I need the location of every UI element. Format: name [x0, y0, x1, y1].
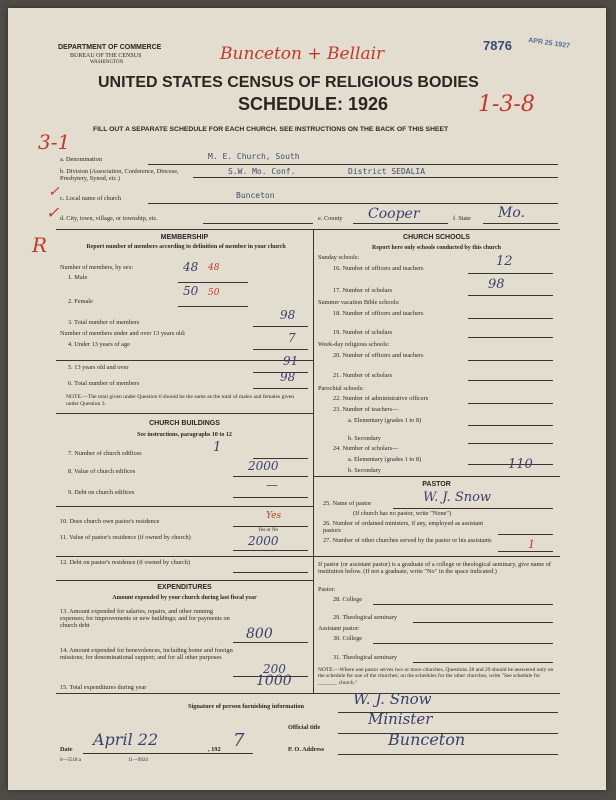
- q5-value: 91: [283, 354, 299, 368]
- q20-label: 20. Number of officers and teachers: [333, 352, 424, 359]
- q7-value: 1: [213, 440, 222, 455]
- asst-label: Assistant pastor:: [318, 625, 360, 632]
- q11-value: 2000: [248, 534, 279, 548]
- age-intro: Number of members under and over 13 years old:: [60, 330, 186, 337]
- q21-label: 21. Number of scholars: [333, 372, 393, 379]
- buildings-title: CHURCH BUILDINGS: [149, 420, 220, 427]
- schools-title: CHURCH SCHOOLS: [403, 234, 470, 241]
- code-mark: 1-3-8: [478, 92, 535, 117]
- instruction-line: FILL OUT A SEPARATE SCHEDULE FOR EACH CHURCH. SEE INSTRUCTIONS ON THE BACK OF THIS SHEET: [93, 126, 449, 133]
- address-label: P. O. Address: [288, 746, 325, 753]
- q30-label: 30. College: [333, 635, 363, 642]
- membership-note: NOTE.—The total given under Question 6 should be the same as the total of males and females given under Question 3.: [66, 394, 295, 407]
- q8-label: 8. Value of church edifices: [68, 468, 136, 475]
- date-value: April 22: [93, 730, 159, 749]
- q23b-label: b. Secondary: [348, 435, 381, 442]
- sunday-label: Sunday schools:: [318, 254, 360, 261]
- pastor-note: NOTE.—Where one pastor serves two or more churches, Questions 28 and 29 should be answered only on the schedule for one of the churches; on the schedules for the other churches, write "See schedule for _______ church.": [318, 667, 554, 686]
- q11-label: 11. Value of pastor's residence (if owned by church): [60, 534, 191, 541]
- q1-check: 48: [208, 263, 220, 273]
- q2-check: 50: [208, 288, 220, 298]
- division-label: b. Division (Association, Conference, Diocese, Presbytery, Synod, etc.): [60, 168, 179, 182]
- division-value: S.W. Mo. Conf.: [228, 167, 296, 176]
- q25-hint: (If church has no pastor, write "None"): [353, 510, 452, 517]
- q22-label: 22. Number of administrative officers: [333, 395, 429, 402]
- expenditures-title: EXPENDITURES: [157, 584, 212, 591]
- q12-label: 12. Debt on pastor's residence (if owned by church): [60, 559, 191, 566]
- q8-value: 2000: [248, 459, 279, 473]
- grad-note: If pastor (or assistant pastor) is a graduate of a college or theological seminary, give name of institution below. (If not a graduate, write "No" in the space indicated.): [318, 561, 552, 575]
- bureau-label: BUREAU OF THE CENSUS: [70, 53, 142, 59]
- signature-label: Signature of person furnishing information: [188, 703, 305, 710]
- q14-label: 14. Amount expended for benevolences, including home and foreign missions; for denominational support; and for all other purposes: [60, 647, 233, 661]
- membership-title: MEMBERSHIP: [160, 234, 209, 241]
- check-mark-r: R: [32, 233, 48, 257]
- official-title-label: Official title: [288, 724, 321, 731]
- q28-label: 28. College: [333, 596, 363, 603]
- check-mark-d: ✓: [46, 203, 60, 222]
- q25-value: W. J. Snow: [423, 490, 492, 505]
- q4-label: 4. Under 13 years of age: [68, 341, 130, 348]
- denomination-label: a. Denomination: [60, 156, 102, 163]
- q10-hint: Yes or No: [258, 528, 279, 533]
- q26-label: 26. Number of ordained ministers, if any, employed as assistant pastors: [323, 520, 484, 534]
- signature-value: W. J. Snow: [353, 690, 432, 708]
- q19-label: 19. Number of scholars: [333, 329, 393, 336]
- q3-label: 3. Total number of members: [68, 319, 140, 326]
- q25-label: 25. Name of pastor: [323, 500, 372, 507]
- q3-value: 98: [280, 308, 296, 322]
- stamp-date: APR 25 1927: [527, 37, 571, 50]
- q27-label: 27. Number of other churches served by the pastor or his assistants: [323, 537, 492, 544]
- q1-label: 1. Male: [68, 274, 88, 281]
- year-prefix: , 192: [208, 746, 221, 753]
- local-name-value: Bunceton: [236, 191, 275, 200]
- q10-value: Yes: [266, 511, 282, 521]
- pastor-label: Pastor:: [318, 586, 336, 593]
- q14-value: 200: [263, 662, 286, 676]
- check-mark-c: ✓: [48, 184, 60, 200]
- official-title-value: Minister: [368, 710, 433, 728]
- district-value: District SEDALIA: [348, 167, 426, 176]
- year-value: 7: [233, 730, 245, 751]
- q13-value: 800: [246, 626, 273, 642]
- schools-intro: Report here only schools conducted by this church: [372, 245, 501, 251]
- parochial-label: Parochial schools:: [318, 385, 364, 392]
- expenditures-intro: Amount expended by your church during last fiscal year: [112, 595, 257, 601]
- county-value: Cooper: [368, 206, 420, 222]
- q5-label: 5. 13 years old and over: [68, 364, 129, 371]
- q13-label: 13. Amount expended for salaries, repairs, and other running expenses; for improvements or new buildings; and for payments on church debt: [60, 608, 230, 629]
- stamp-number: 7876: [483, 38, 512, 53]
- q18-label: 18. Number of officers and teachers: [333, 310, 424, 317]
- q24-label: 24. Number of scholars—: [333, 445, 399, 452]
- q9-value: —: [266, 478, 278, 492]
- denomination-value: M. E. Church, South: [208, 152, 300, 161]
- q1-value: 48: [183, 260, 199, 274]
- q17-value: 98: [488, 277, 505, 292]
- q31-label: 31. Theological seminary: [333, 654, 398, 661]
- buildings-intro: See instructions, paragraphs 10 to 12: [137, 432, 232, 438]
- q24a-label: a. Elementary (grades 1 to 8): [348, 456, 422, 463]
- q2-value: 50: [183, 284, 199, 298]
- membership-intro: Report number of members according to definition of member in your church: [86, 244, 286, 250]
- local-name-label: c. Local name of church: [60, 195, 122, 202]
- q4-value: 7: [288, 331, 296, 345]
- q9-label: 9. Debt on church edifices: [68, 489, 135, 496]
- handwritten-place: Bunceton + Bellair: [220, 44, 385, 64]
- q15-value: 1000: [256, 673, 292, 689]
- q16-label: 16. Number of officers and teachers: [333, 265, 424, 272]
- schedule-title: SCHEDULE: 1926: [238, 94, 389, 114]
- form-code: 6—5518 a: [60, 758, 81, 763]
- q6-label: 6. Total number of members: [68, 380, 140, 387]
- q23-label: 23. Number of teachers—: [333, 406, 399, 413]
- summer-label: Summer vacation Bible schools:: [318, 299, 400, 306]
- q24b-value: 110: [508, 457, 533, 472]
- form-title: UNITED STATES CENSUS OF RELIGIOUS BODIES: [98, 74, 479, 91]
- pastor-title: PASTOR: [422, 481, 451, 488]
- state-label: f. State: [453, 215, 471, 222]
- state-value: Mo.: [498, 205, 525, 221]
- q16-value: 12: [496, 254, 513, 269]
- q7-label: 7. Number of church edifices: [68, 450, 142, 457]
- by-sex-label: Number of members, by sex:: [60, 264, 134, 271]
- address-value: Bunceton: [388, 730, 466, 749]
- form-code-2: 11—9924: [128, 758, 148, 763]
- weekday-label: Week-day religious schools:: [318, 341, 390, 348]
- census-schedule-page: [8, 8, 606, 790]
- q15-label: 15. Total expenditures during year: [60, 684, 147, 691]
- city-label: WASHINGTON: [90, 60, 124, 65]
- q23a-label: a. Elementary (grades 1 to 8): [348, 417, 422, 424]
- q2-label: 2. Female: [68, 298, 93, 305]
- dept-label: DEPARTMENT OF COMMERCE: [58, 44, 162, 51]
- q17-label: 17. Number of scholars: [333, 287, 393, 294]
- q10-label: 10. Does church own pastor's residence: [60, 518, 160, 525]
- margin-mark: 3-1: [38, 130, 71, 154]
- date-label: Date: [60, 746, 73, 753]
- q6-value: 98: [280, 370, 296, 384]
- city-field-label: d. City, town, village, or township, etc.: [60, 215, 158, 222]
- q24b-label: b. Secondary: [348, 467, 381, 474]
- county-label: e. County: [318, 215, 343, 222]
- q29-label: 29. Theological seminary: [333, 614, 398, 621]
- q27-value: 1: [528, 538, 535, 551]
